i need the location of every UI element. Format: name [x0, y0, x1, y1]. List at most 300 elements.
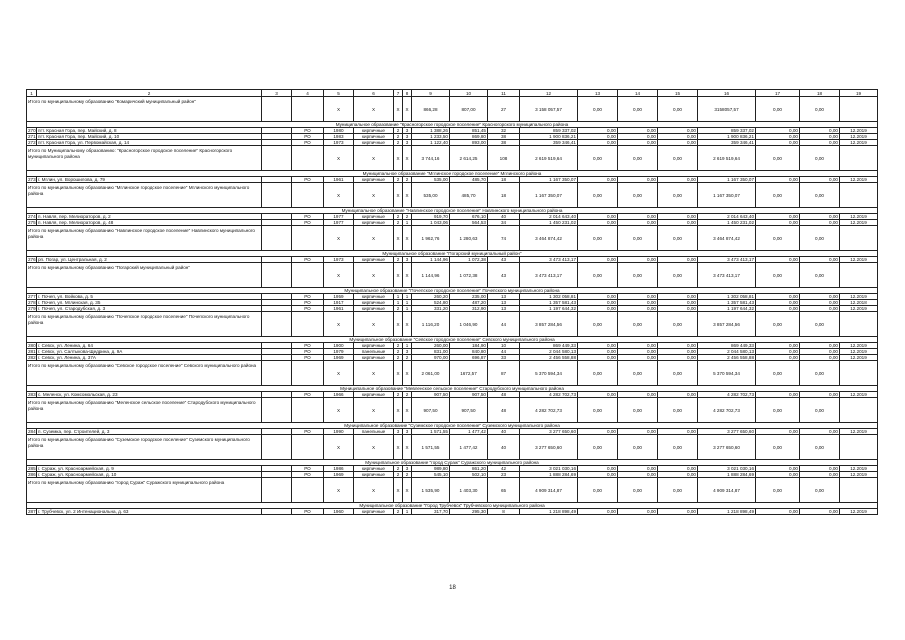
column-number-cell: 4	[292, 90, 324, 97]
table-cell: 0,00	[800, 509, 840, 515]
table-cell: 0,00	[618, 134, 658, 140]
subtotal-cell	[292, 435, 324, 460]
housing-register-table	[26, 89, 878, 515]
table-cell: 0,00	[658, 220, 698, 226]
table-cell: 12.2019	[840, 472, 878, 478]
table-cell: 0,00	[578, 429, 618, 435]
table-cell: 564,53	[450, 220, 488, 226]
table-cell: РО	[292, 220, 324, 226]
table-cell: 0,00	[658, 294, 698, 300]
table-cell: 44	[488, 349, 520, 355]
subtotal-cell	[262, 478, 292, 503]
table-cell: 1960	[324, 509, 354, 515]
address-cell: п. Суземка, пер. Строителей, д. 3	[37, 429, 262, 435]
subtotal-cell: 1 167 350,07	[520, 183, 578, 208]
table-cell: 696,87	[450, 355, 488, 361]
table-cell: 12.2019	[840, 355, 878, 361]
table-cell: 43	[488, 257, 520, 263]
subtotal-cell: Х	[354, 226, 394, 251]
table-cell: 281	[28, 349, 36, 354]
table-cell: РО	[292, 349, 324, 355]
subtotal-row	[27, 398, 878, 423]
table-cell: 278	[28, 300, 36, 305]
table-cell: 1 302 058,81	[520, 294, 578, 300]
table-cell: 0,00	[800, 300, 840, 306]
subtotal-row	[27, 146, 878, 171]
address-cell: г. Почеп, ул. Стародубская, д. 3	[37, 306, 262, 312]
subtotal-cell: Х	[324, 398, 354, 423]
table-cell: кирпичные	[354, 134, 394, 140]
table-cell: 4 282 702,73	[520, 392, 578, 398]
subtotal-cell: Х	[324, 435, 354, 460]
subtotal-row	[27, 97, 878, 122]
table-cell: 0,00	[756, 177, 800, 183]
table-cell: 1986	[324, 466, 354, 472]
table-cell: кирпичные	[354, 306, 394, 312]
table-cell: 1	[403, 343, 412, 349]
table-cell: 2	[403, 472, 412, 478]
table-cell: 1983	[324, 134, 354, 140]
table-cell: 0,00	[800, 306, 840, 312]
table-cell: 12.2019	[840, 140, 878, 146]
table-cell: 0,00	[618, 466, 658, 472]
table-cell: 1973	[324, 257, 354, 263]
table-cell: 535,00	[412, 177, 450, 183]
column-number-cell: 6	[354, 90, 394, 97]
table-cell: 0,00	[658, 306, 698, 312]
table-cell: 1 043,06	[412, 220, 450, 226]
table-cell: 3 277 650,60	[698, 429, 756, 435]
subtotal-cell	[292, 146, 324, 171]
table-cell: 0,00	[756, 392, 800, 398]
table-cell: 859 337,02	[698, 128, 756, 134]
table-cell: 3 021 030,16	[698, 466, 756, 472]
table-cell: 0,00	[578, 466, 618, 472]
section-title: Муниципальное образование "Погарский муниципальный район"	[27, 251, 878, 257]
table-cell: РО	[292, 300, 324, 306]
subtotal-cell: 3 277 650,60	[698, 435, 756, 460]
subtotal-row	[27, 312, 878, 337]
table-cell: 33	[488, 355, 520, 361]
subtotal-cell: 0,00	[756, 183, 800, 208]
subtotal-cell: 0,00	[800, 226, 840, 251]
table-cell: 13	[488, 294, 520, 300]
subtotal-cell: Х	[354, 263, 394, 288]
table-cell: 1 900 836,21	[698, 134, 756, 140]
table-cell: 485,70	[450, 177, 488, 183]
subtotal-cell: 44	[488, 312, 520, 337]
section-title: Муниципальное образование "Красногорское городское поселение" Красногорского муниципального района	[27, 122, 878, 128]
subtotal-cell: 2 614,25	[450, 146, 488, 171]
subtotal-cell: Х	[394, 435, 403, 460]
subtotal-cell: 0,00	[578, 478, 618, 503]
subtotal-cell: 0,00	[800, 478, 840, 503]
table-cell: 1 388,26	[412, 128, 450, 134]
table-cell: 0,00	[756, 294, 800, 300]
table-cell: 0,00	[756, 466, 800, 472]
table-cell: кирпичные	[354, 128, 394, 134]
subtotal-cell: Х	[394, 97, 403, 122]
table-cell: 2	[394, 128, 403, 134]
table-cell: 1 167 350,07	[698, 177, 756, 183]
table-cell: 524,80	[412, 300, 450, 306]
subtotal-cell: 1 116,20	[412, 312, 450, 337]
table-cell: 2	[394, 355, 403, 361]
table-cell: 2 014 643,40	[520, 214, 578, 220]
table-cell: 0,00	[800, 220, 840, 226]
subtotal-cell: 0,00	[800, 361, 840, 386]
table-cell: 1900	[324, 343, 354, 349]
table-cell: 0,00	[800, 466, 840, 472]
subtotal-cell: 0,00	[800, 398, 840, 423]
table-cell: 0,00	[578, 349, 618, 355]
subtotal-cell: 0,00	[578, 398, 618, 423]
housing-register-table-sheet	[26, 89, 877, 515]
column-number-cell: 11	[488, 90, 520, 97]
table-cell: 3	[403, 429, 412, 435]
subtotal-cell: 27	[488, 97, 520, 122]
subtotal-cell	[840, 183, 878, 208]
table-cell: 1	[394, 300, 403, 306]
table-cell: 0,00	[756, 128, 800, 134]
section-title: Муниципальное образование "Навлинское городское поселение" Навлинского муниципального района	[27, 208, 878, 214]
subtotal-cell: Х	[394, 226, 403, 251]
table-cell: 0,00	[658, 343, 698, 349]
table-cell: 2	[394, 214, 403, 220]
subtotal-cell: 4 282 702,73	[520, 398, 578, 423]
section-title: Муниципальное образование "Суземское городское поселение" Суземского муниципального района	[27, 423, 878, 429]
table-cell: РО	[292, 294, 324, 300]
table-cell: 272	[28, 140, 36, 145]
table-cell: 1 233,50	[412, 134, 450, 140]
subtotal-cell	[292, 263, 324, 288]
table-cell: 0,00	[800, 392, 840, 398]
subtotal-cell: 0,00	[658, 361, 698, 386]
table-cell: кирпичные	[354, 355, 394, 361]
subtotal-cell: 0,00	[756, 361, 800, 386]
subtotal-cell	[840, 312, 878, 337]
subtotal-cell: 5 370 594,34	[698, 361, 756, 386]
table-cell: РО	[292, 392, 324, 398]
table-cell: 359 346,41	[698, 140, 756, 146]
subtotal-cell: 0,00	[658, 226, 698, 251]
table-cell: 1	[403, 294, 412, 300]
table-cell: 861,20	[450, 466, 488, 472]
table-cell: 851,45	[450, 128, 488, 134]
subtotal-cell: Х	[354, 478, 394, 503]
subtotal-cell: Х	[394, 398, 403, 423]
subtotal-cell: Х	[394, 183, 403, 208]
table-cell: 1966	[324, 392, 354, 398]
table-cell: 1	[403, 220, 412, 226]
table-body	[27, 90, 878, 515]
subtotal-cell: 0,00	[578, 226, 618, 251]
table-cell: 2	[394, 509, 403, 515]
table-cell: 2 456 558,88	[520, 355, 578, 361]
table-cell: 275	[28, 220, 36, 225]
table-cell: кирпичные	[354, 257, 394, 263]
table-cell: 2 014 643,40	[698, 214, 756, 220]
subtotal-cell	[262, 146, 292, 171]
table-cell: 184,90	[450, 343, 488, 349]
table-cell: 0,00	[578, 140, 618, 146]
table-cell: 283	[28, 392, 36, 397]
subtotal-cell	[840, 146, 878, 171]
table-cell: 2	[403, 392, 412, 398]
subtotal-cell: 40	[488, 435, 520, 460]
subtotal-cell: 0,00	[578, 435, 618, 460]
table-cell: РО	[292, 429, 324, 435]
table-cell: 280	[28, 343, 36, 348]
table-cell: 1980	[324, 128, 354, 134]
subtotal-cell: Х	[354, 361, 394, 386]
table-cell: кирпичные	[354, 392, 394, 398]
table-cell: 1 357 581,43	[698, 300, 756, 306]
subtotal-cell: 0,00	[756, 146, 800, 171]
subtotal-label: Итого по муниципальному образованию "Севское городское поселение" Севского муниципального района	[27, 361, 262, 386]
subtotal-cell: Х	[403, 312, 412, 337]
subtotal-cell: 0,00	[618, 183, 658, 208]
subtotal-cell: 0,00	[658, 263, 698, 288]
subtotal-cell: 65	[488, 478, 520, 503]
subtotal-cell	[292, 97, 324, 122]
subtotal-cell: 1 280,63	[450, 226, 488, 251]
table-cell: 12.2019	[840, 509, 878, 515]
table-cell: 0,00	[578, 306, 618, 312]
table-cell: 0,00	[658, 466, 698, 472]
column-number-cell: 17	[756, 90, 800, 97]
table-cell: 1 571,55	[412, 429, 450, 435]
subtotal-cell: 1 477,42	[450, 435, 488, 460]
subtotal-cell: 907,50	[450, 398, 488, 423]
subtotal-cell: 0,00	[578, 361, 618, 386]
table-cell: 1 888 284,69	[698, 472, 756, 478]
subtotal-cell: 1 046,90	[450, 312, 488, 337]
table-cell: 487,20	[450, 300, 488, 306]
table-cell: 0,00	[800, 257, 840, 263]
table-cell: 2	[394, 257, 403, 263]
table-cell: 279	[28, 306, 36, 311]
table-cell: кирпичные	[354, 294, 394, 300]
table-cell: 0,00	[756, 134, 800, 140]
table-cell: 282	[28, 355, 36, 360]
subtotal-cell: 0,00	[618, 263, 658, 288]
table-cell: 1961	[324, 306, 354, 312]
table-cell: 1 197 644,32	[520, 306, 578, 312]
subtotal-cell: Х	[324, 361, 354, 386]
table-cell: 0,00	[800, 343, 840, 349]
subtotal-cell: 866,28	[412, 97, 450, 122]
subtotal-cell: 74	[488, 226, 520, 251]
subtotal-cell: Х	[394, 263, 403, 288]
table-cell: 0,00	[658, 128, 698, 134]
table-cell: 1 450 231,02	[698, 220, 756, 226]
subtotal-cell: 87	[488, 361, 520, 386]
table-cell: 0,00	[618, 429, 658, 435]
table-cell: 1 302 058,81	[698, 294, 756, 300]
subtotal-cell: 0,00	[618, 435, 658, 460]
column-number-cell: 1	[27, 90, 37, 97]
table-cell: 4 282 702,73	[698, 392, 756, 398]
table-cell: 295,30	[450, 509, 488, 515]
subtotal-cell: Х	[324, 312, 354, 337]
table-cell: РО	[292, 306, 324, 312]
subtotal-cell	[840, 361, 878, 386]
table-cell: 12.2019	[840, 392, 878, 398]
table-cell: 907,50	[450, 392, 488, 398]
table-cell: РО	[292, 343, 324, 349]
address-cell: г. Трубчевск, ул. 2 Интенациональна, д. 63	[37, 509, 262, 515]
subtotal-cell: 485,70	[450, 183, 488, 208]
table-cell: 1 888 284,69	[520, 472, 578, 478]
table-cell: 277	[28, 294, 36, 299]
column-number-cell: 5	[324, 90, 354, 97]
section-title: Муниципальное образование "Город Трубчевск" Трубчевского муниципального района	[27, 503, 878, 509]
subtotal-cell: Х	[394, 478, 403, 503]
subtotal-cell: 0,00	[658, 398, 698, 423]
table-cell: 0,00	[658, 509, 698, 515]
subtotal-cell: 0,00	[756, 312, 800, 337]
subtotal-cell	[292, 183, 324, 208]
table-cell: 2 456 558,88	[698, 355, 756, 361]
table-cell: 840,80	[450, 349, 488, 355]
table-cell: 2 044 580,13	[520, 349, 578, 355]
table-cell: 3	[403, 134, 412, 140]
subtotal-cell: Х	[403, 183, 412, 208]
subtotal-label: Итого по муниципальному образованию "Суземское городское поселение" Суземского муниципального района	[27, 435, 262, 460]
table-cell: 260,00	[412, 343, 450, 349]
subtotal-cell: Х	[354, 435, 394, 460]
table-cell: 32	[488, 128, 520, 134]
table-cell: 12.2019	[840, 177, 878, 183]
table-cell: 919,70	[412, 214, 450, 220]
subtotal-row	[27, 263, 878, 288]
address-cell: п. Навля, пер. Мелиораторов, д. 2	[37, 214, 262, 220]
subtotal-row	[27, 361, 878, 386]
table-cell: 1969	[324, 355, 354, 361]
table-cell: 989,80	[412, 466, 450, 472]
table-cell: 0,00	[618, 294, 658, 300]
subtotal-cell: 3 857 284,56	[520, 312, 578, 337]
subtotal-label: Итого по муниципальному образованию "Комаричский муниципальный район"	[27, 97, 262, 122]
table-cell	[262, 509, 292, 515]
subtotal-cell: 3 464 874,42	[698, 226, 756, 251]
table-cell: 0,00	[800, 134, 840, 140]
table-cell: 1961	[324, 177, 354, 183]
subtotal-cell: Х	[324, 478, 354, 503]
column-number-cell: 14	[618, 90, 658, 97]
table-cell: 2	[403, 355, 412, 361]
table-cell: 0,00	[800, 128, 840, 134]
column-number-cell: 10	[450, 90, 488, 97]
subtotal-cell: Х	[403, 435, 412, 460]
subtotal-cell: 3 473 413,17	[520, 263, 578, 288]
table-cell: 12.2019	[840, 429, 878, 435]
table-cell: 1979	[324, 349, 354, 355]
table-cell: РО	[292, 128, 324, 134]
subtotal-cell: 43	[488, 263, 520, 288]
table-cell: 12.2019	[840, 134, 878, 140]
address-cell: пгт. Красная Гора, пер. Майский, д. 10	[37, 134, 262, 140]
column-number-cell: 12	[520, 90, 578, 97]
subtotal-cell	[292, 361, 324, 386]
table-cell: кирпичные	[354, 214, 394, 220]
subtotal-label: Итого по муниципальному образованию "Меленское сельское поселение" Стародубского муниципального района	[27, 398, 262, 423]
table-cell: 0,00	[578, 214, 618, 220]
subtotal-cell: 0,00	[800, 435, 840, 460]
subtotal-cell: 0,00	[618, 398, 658, 423]
table-cell: 0,00	[756, 257, 800, 263]
table-cell: кирпичные	[354, 140, 394, 146]
table-cell: 0,00	[756, 509, 800, 515]
address-cell: рп. Погар, ул. Центральная, д. 2	[37, 257, 262, 263]
subtotal-cell: 0,00	[658, 312, 698, 337]
table-cell: кирпичные	[354, 509, 394, 515]
subtotal-cell: 0,00	[756, 435, 800, 460]
subtotal-cell: 0,00	[756, 226, 800, 251]
subtotal-cell: 0,00	[578, 146, 618, 171]
subtotal-cell	[262, 263, 292, 288]
table-cell: 285	[28, 466, 36, 471]
table-cell: кирпичные	[354, 466, 394, 472]
subtotal-cell: 0,00	[800, 263, 840, 288]
table-cell: 2	[394, 177, 403, 183]
table-cell: 12.2019	[840, 306, 878, 312]
table-cell: 2	[394, 392, 403, 398]
table-cell: 0,00	[756, 140, 800, 146]
table-cell: 2	[394, 472, 403, 478]
subtotal-cell	[840, 435, 878, 460]
table-cell: 3 021 030,16	[520, 466, 578, 472]
subtotal-cell: Х	[403, 146, 412, 171]
address-cell: пгт. Красная Гора, ул. Первомайская, д. 14	[37, 140, 262, 146]
table-cell: 12.2019	[840, 294, 878, 300]
subtotal-cell	[262, 97, 292, 122]
subtotal-cell: 0,00	[578, 312, 618, 337]
table-cell: 0,00	[658, 472, 698, 478]
section-title: Муниципальное образование "Мевленское сельское поселение" Стародубского муниципального района	[27, 386, 878, 392]
table-cell: 42	[488, 466, 520, 472]
table-cell: 0,00	[578, 220, 618, 226]
table-cell: 1 144,96	[412, 257, 450, 263]
table-cell: 2	[394, 306, 403, 312]
subtotal-cell: 0,00	[658, 97, 698, 122]
table-cell: 40	[488, 214, 520, 220]
subtotal-cell: 3 158 057,57	[520, 97, 578, 122]
subtotal-cell: 0,00	[756, 478, 800, 503]
table-cell: 0,00	[756, 343, 800, 349]
subtotal-cell: 1672,57	[450, 361, 488, 386]
table-cell: кирпичные	[354, 472, 394, 478]
table-cell: 0,00	[618, 300, 658, 306]
subtotal-cell	[262, 226, 292, 251]
table-cell: 1917	[324, 300, 354, 306]
column-number-cell: 16	[698, 90, 756, 97]
table-cell: панельные	[354, 429, 394, 435]
subtotal-cell: Х	[403, 226, 412, 251]
address-cell: с. Меленск, ул. Комсомольская, д. 23	[37, 392, 262, 398]
subtotal-cell: 5 370 594,34	[520, 361, 578, 386]
subtotal-cell: 0,00	[658, 183, 698, 208]
table-cell: 1977	[324, 214, 354, 220]
table-cell: 0,00	[618, 472, 658, 478]
table-cell: 12.2019	[840, 257, 878, 263]
table-cell: 1 477,42	[450, 429, 488, 435]
table-cell: 0,00	[578, 294, 618, 300]
subtotal-cell	[262, 398, 292, 423]
subtotal-cell: 1 403,30	[450, 478, 488, 503]
table-cell: 676,10	[450, 214, 488, 220]
